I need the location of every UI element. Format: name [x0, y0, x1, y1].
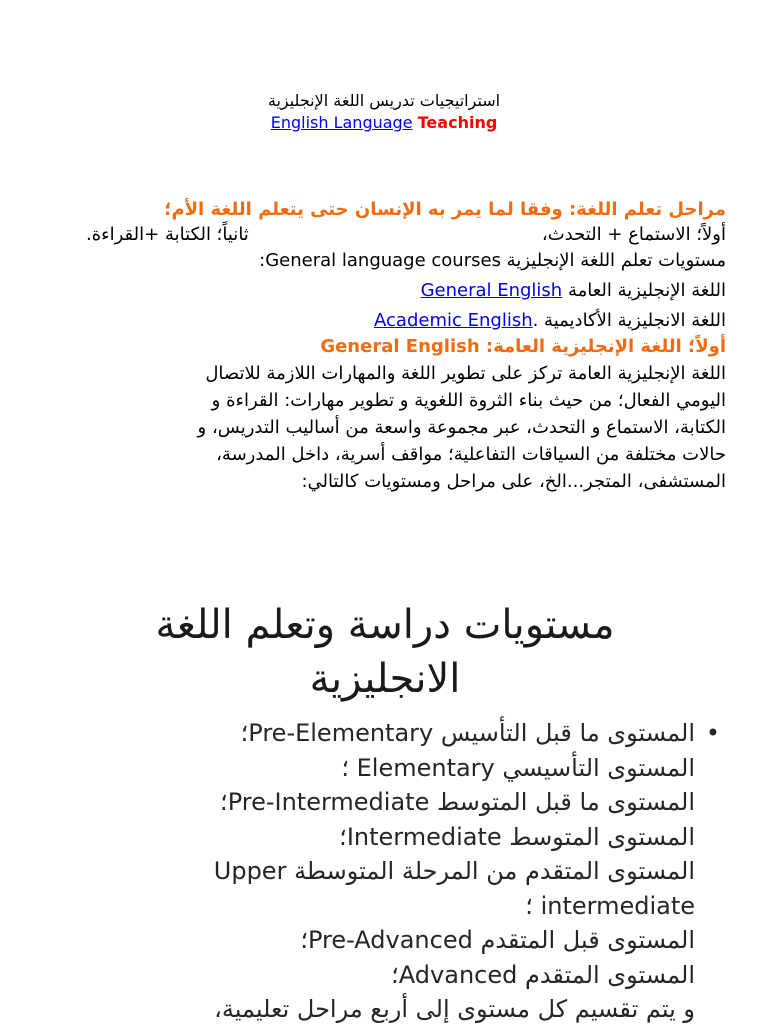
- paragraph-line: اللغة الإنجليزية العامة تركز على تطوير اللغة والمهارات اللازمة للاتصال: [205, 363, 726, 384]
- stage-first: أولاً؛ الاستماع + التحدث،: [541, 224, 726, 245]
- academic-english-link[interactable]: Academic English: [374, 310, 533, 331]
- title-arabic: استراتيجيات تدريس اللغة الإنجليزية: [267, 91, 501, 110]
- level-line: المستوى قبل المتقدم Pre-Advanced؛: [300, 926, 695, 954]
- level-line: intermediate ؛: [525, 891, 695, 920]
- level-line: المستوى المتقدم من المرحلة المتوسطة Upper: [213, 857, 695, 885]
- general-english-link[interactable]: General English: [420, 280, 563, 301]
- paragraph-line: المستشفى، المتجر...الخ، على مراحل ومستويات كالتالي:: [301, 471, 726, 492]
- learning-stages-row: [56, 222, 726, 248]
- general-english-arabic: اللغة الإنجليزية العامة: [567, 280, 726, 301]
- bullet-text: [80, 716, 695, 1027]
- general-english-heading: أولاً؛ اللغة الإنجليزية العامة: General English: [320, 336, 726, 357]
- paragraph-line: حالات مختلفة من السياقات التفاعلية؛ مواقف أسرية، داخل المدرسة،: [216, 444, 726, 465]
- slide-title-line: الانجليزية: [309, 656, 461, 702]
- slide-title-line: مستويات دراسة وتعلم اللغة: [155, 602, 615, 648]
- levels-intro: مستويات تعلم اللغة الإنجليزية General language courses:: [259, 250, 726, 271]
- bullet-icon: •: [705, 719, 720, 747]
- level-line: المستوى المتقدم Advanced؛: [391, 960, 695, 989]
- title-english: [0, 112, 768, 134]
- paragraph-line: اليومي الفعال؛ من حيث بناء الثروة اللغوية و تطوير مهارات: القراءة و: [211, 390, 726, 411]
- level-line: المستوى المتوسط Intermediate؛: [339, 822, 695, 851]
- intro-section: [56, 198, 726, 495]
- stage-second: ثانياً؛ الكتابة +القراءة.: [86, 224, 249, 245]
- academic-english-line: [56, 308, 726, 334]
- academic-english-arabic: اللغة الانجليزية الأكاديمية .: [532, 310, 726, 331]
- general-english-line: [56, 278, 726, 304]
- level-line: المستوى ما قبل التأسيس Pre-Elementary؛: [240, 719, 695, 747]
- teaching-word: Teaching: [417, 113, 498, 132]
- slide-title: [60, 598, 710, 706]
- learning-stages-heading: مراحل تعلم اللغة: وفقا لما يمر به الإنسان حتى يتعلم اللغة الأم؛: [164, 199, 726, 220]
- english-language-link[interactable]: English Language: [270, 113, 413, 132]
- levels-bullet-list: [80, 716, 730, 1027]
- level-line: المستوى التأسيسي Elementary ؛: [341, 753, 695, 782]
- paragraph-line: الكتابة، الاستماع و التحدث، عبر مجموعة واسعة من أساليب التدريس، و: [197, 417, 726, 438]
- general-english-paragraph: [56, 360, 726, 495]
- document-title: [0, 90, 768, 134]
- level-line: المستوى ما قبل المتوسط Pre-Intermediate؛: [220, 788, 695, 816]
- level-line: و يتم تقسيم كل مستوى إلى أربع مراحل تعليمية،: [214, 995, 695, 1023]
